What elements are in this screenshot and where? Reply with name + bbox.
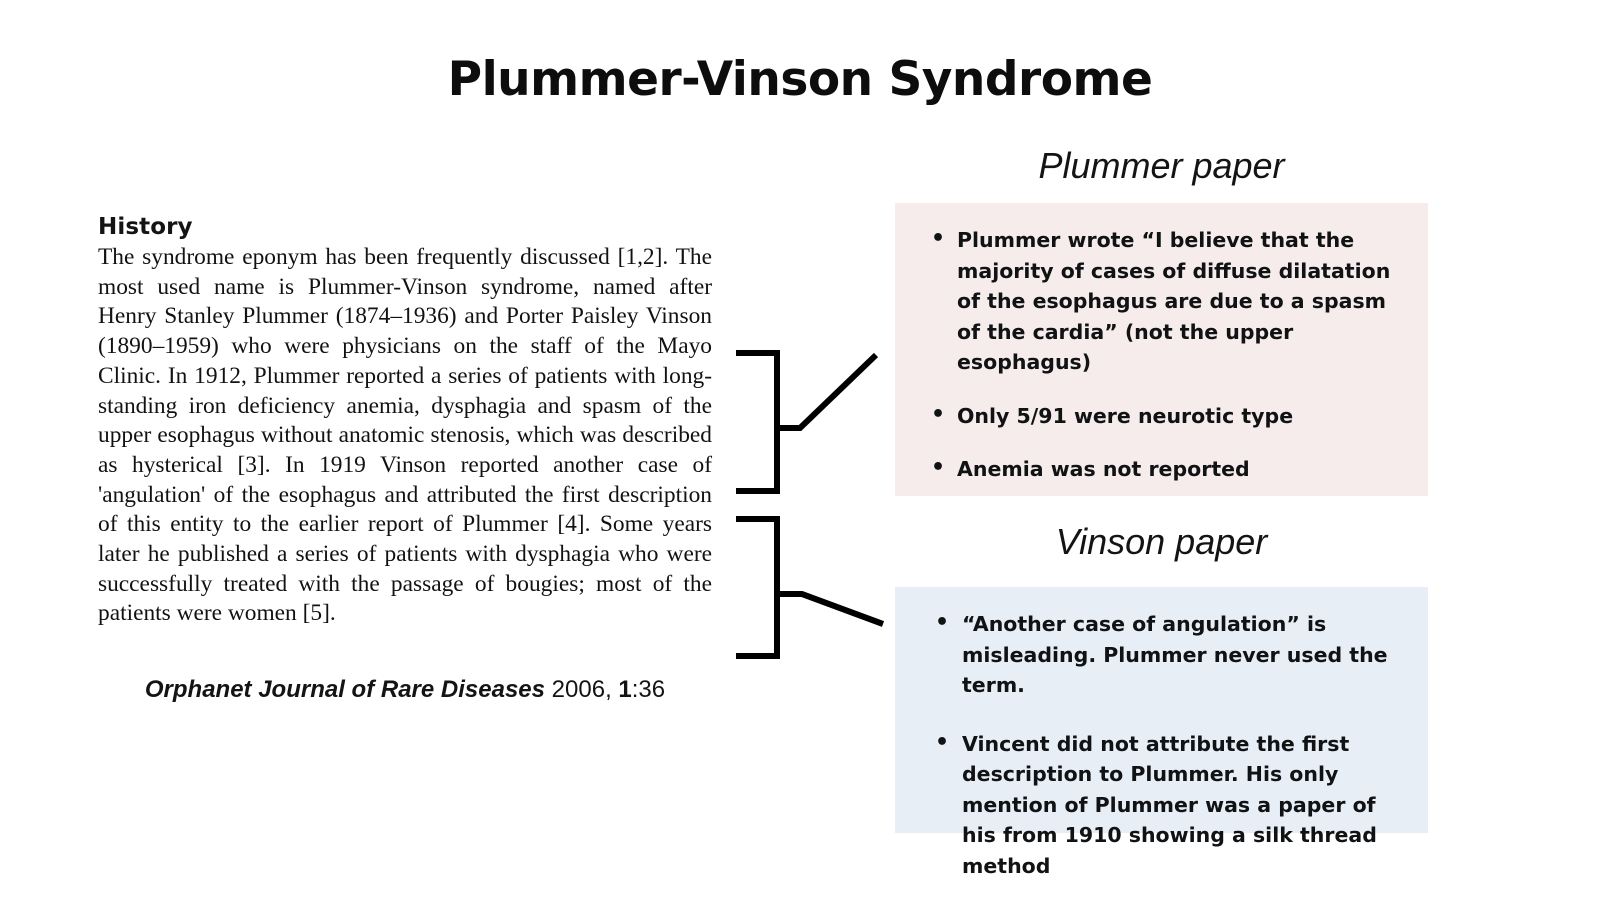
vinson-bullet-list (925, 609, 1402, 881)
plummer-bullet-list (925, 225, 1402, 485)
plummer-panel-heading: Plummer paper (1038, 145, 1285, 186)
citation-year: 2006, (551, 676, 612, 703)
bracket-vinson (736, 519, 883, 656)
vinson-callout-box (895, 587, 1428, 878)
vinson-panel-heading: Vinson paper (1055, 521, 1268, 562)
list-item: • “Another case of angulation” is misleading. Plummer never used the term. (925, 609, 1402, 701)
bracket-plummer (736, 353, 876, 491)
citation-journal-name: Orphanet Journal of Rare Diseases (144, 676, 545, 703)
list-item: • Vincent did not attribute the first description to Plummer. His only mention of Plummer was a paper of his from 1910 showing a silk thread method (925, 729, 1402, 882)
paper-body-text: The syndrome eponym has been frequently discussed [1,2]. The most used name is Plummer-Vinson syndrome, named after Henry Stanley Plummer (1874–1936) and Porter Paisley Vinson (1890–1959) who were physicians on the staff of the Mayo Clinic. In 1912, Plummer reported a series of patients with long-standing iron deficiency anemia, dysphagia and spasm of the upper esophagus without anatomic stenosis, which was described as hysterical [3]. In 1919 Vinson reported another case of 'angulation' of the esophagus and attributed the first description of this entity to the earlier report of Plummer [4]. Some years later he published a series of patients with dysphagia who were successfully treated with the passage of bougies; most of the patients were women [5]. (98, 244, 712, 627)
paper-citation (98, 676, 712, 704)
page-title: Plummer-Vinson Syndrome (447, 52, 1153, 107)
paper-excerpt (98, 214, 712, 629)
paper-section-heading: History (98, 214, 193, 240)
list-item: • Only 5/91 were neurotic type (925, 401, 1402, 432)
plummer-callout-box (895, 203, 1428, 496)
citation-volume: 1 (618, 676, 632, 703)
citation-pages: :36 (631, 676, 666, 703)
list-item: • Plummer wrote “I believe that the majority of cases of diffuse dilatation of the esophagus are due to a spasm of the cardia” (not the upper esophagus) (925, 225, 1402, 378)
list-item: • Anemia was not reported (925, 454, 1402, 485)
